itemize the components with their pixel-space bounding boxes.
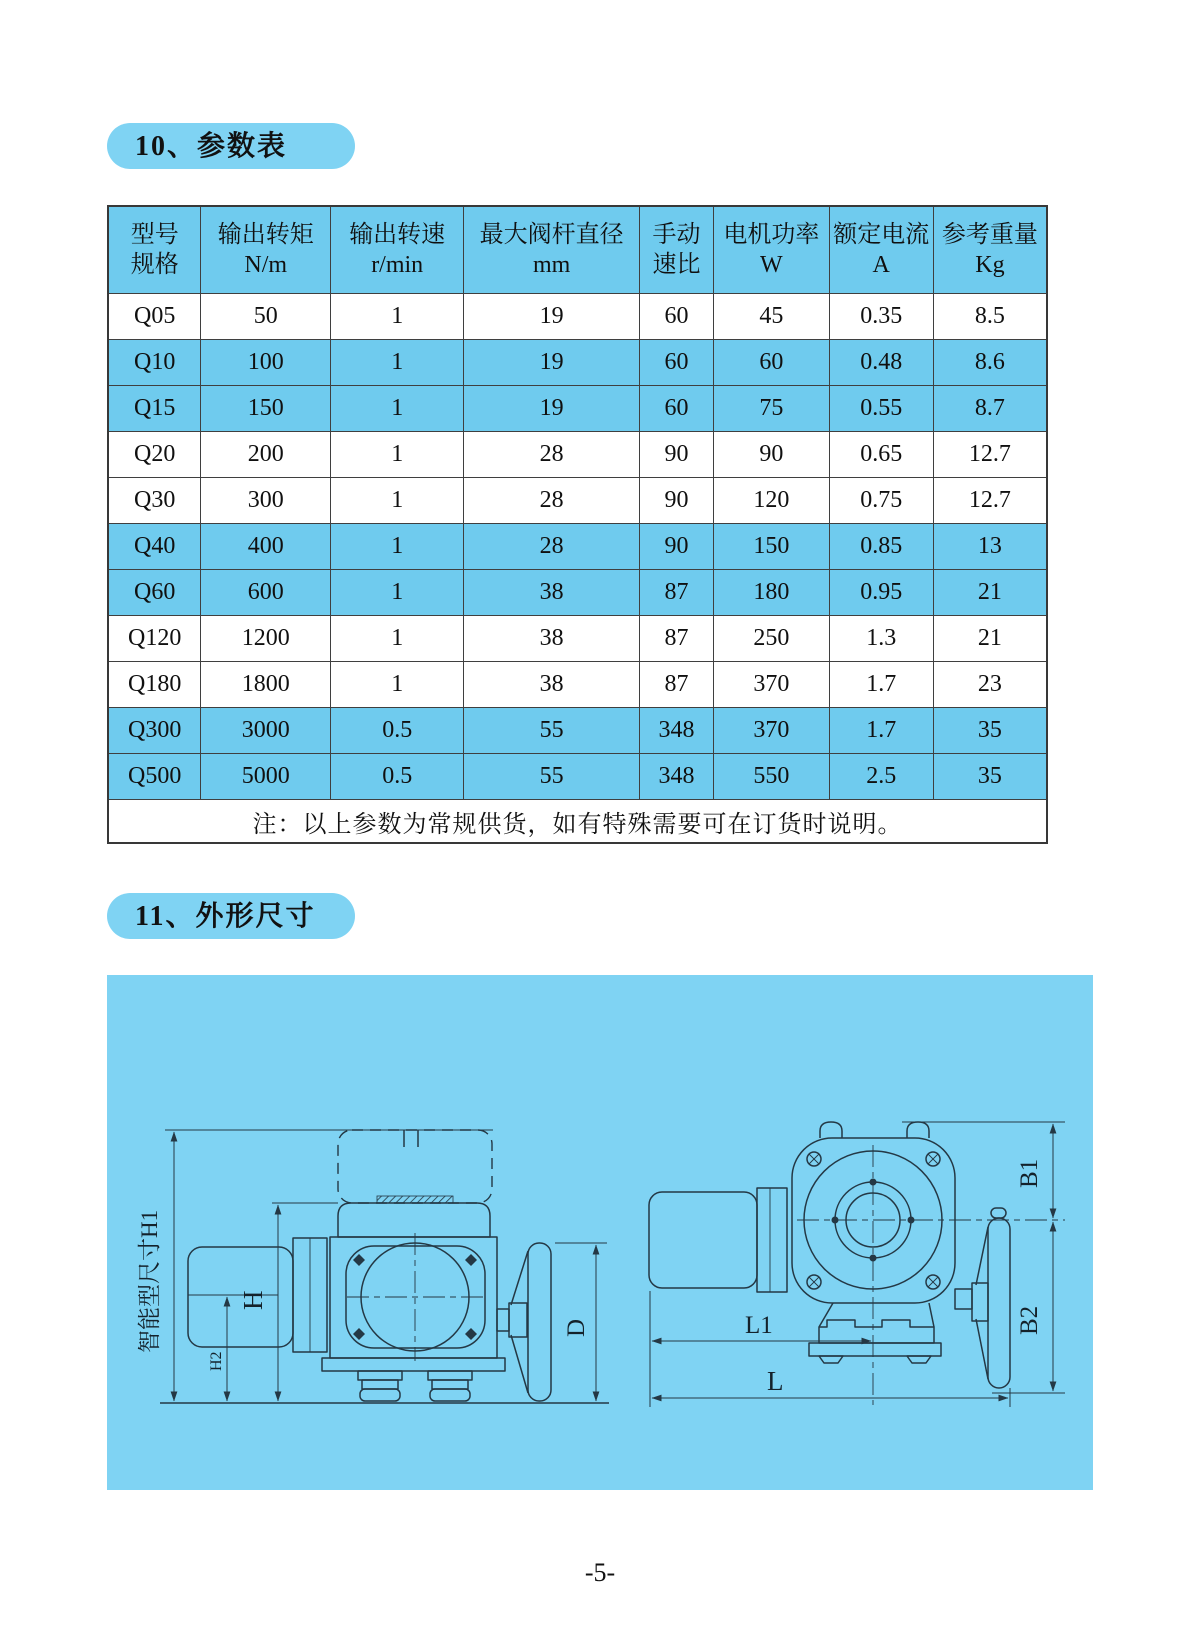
table-cell: 2.5 (829, 754, 933, 800)
table-cell: 0.5 (331, 708, 464, 754)
param-table-header-row (108, 206, 1047, 294)
table-row (108, 386, 1047, 432)
table-cell: 90 (639, 432, 713, 478)
table-cell: Q20 (108, 432, 201, 478)
table-cell: 1 (331, 386, 464, 432)
mounting-bracket (809, 1303, 941, 1363)
table-cell: 28 (464, 524, 640, 570)
table-cell: 1200 (201, 616, 331, 662)
table-cell: Q40 (108, 524, 201, 570)
flange-plate (792, 1138, 955, 1303)
table-cell: 1 (331, 340, 464, 386)
top-cap-right (907, 1122, 929, 1138)
cover-hatch-strip (377, 1196, 453, 1203)
parameter-table (107, 205, 1048, 844)
page-number: -5- (584, 1558, 616, 1587)
table-row (108, 432, 1047, 478)
table-cell: 0.55 (829, 386, 933, 432)
table-cell: 120 (714, 478, 829, 524)
table-cell: 60 (714, 340, 829, 386)
table-row (108, 340, 1047, 386)
column-header: 额定电流 A (829, 206, 933, 294)
table-cell: 19 (464, 386, 640, 432)
actuator-cover (338, 1203, 490, 1237)
table-cell: 1 (331, 524, 464, 570)
table-cell: 0.48 (829, 340, 933, 386)
table-row (108, 708, 1047, 754)
table-cell: 60 (639, 386, 713, 432)
table-cell: Q15 (108, 386, 201, 432)
table-cell: 1 (331, 478, 464, 524)
table-cell: 1 (331, 432, 464, 478)
table-cell: 150 (201, 386, 331, 432)
table-row (108, 616, 1047, 662)
table-cell: 100 (201, 340, 331, 386)
table-cell: Q300 (108, 708, 201, 754)
column-header: 输出转矩 N/m (201, 206, 331, 294)
table-cell: Q120 (108, 616, 201, 662)
table-cell: 0.65 (829, 432, 933, 478)
table-cell: 13 (933, 524, 1047, 570)
table-cell: 150 (714, 524, 829, 570)
table-cell: Q60 (108, 570, 201, 616)
table-cell: 75 (714, 386, 829, 432)
handwheel-front (955, 1208, 1010, 1388)
table-cell: 38 (464, 662, 640, 708)
handwheel-side (497, 1243, 551, 1401)
smart-module-dashed-outline (338, 1130, 492, 1203)
table-cell: 370 (714, 708, 829, 754)
table-cell: 348 (639, 708, 713, 754)
table-cell: 1 (331, 294, 464, 340)
dim-label-l1: L1 (745, 1312, 773, 1339)
dimension-diagram (107, 975, 1093, 1490)
table-cell: 5000 (201, 754, 331, 800)
table-cell: Q05 (108, 294, 201, 340)
table-cell: 35 (933, 754, 1047, 800)
table-row (108, 754, 1047, 800)
table-cell: 0.5 (331, 754, 464, 800)
side-view-drawing (137, 1130, 609, 1403)
flange-bolt-holes (807, 1152, 940, 1289)
table-cell: 21 (933, 616, 1047, 662)
column-header: 最大阀杆直径 mm (464, 206, 640, 294)
front-view-drawing (649, 1122, 1065, 1407)
table-cell: 12.7 (933, 478, 1047, 524)
table-cell: 19 (464, 294, 640, 340)
table-cell: 55 (464, 708, 640, 754)
table-cell: 200 (201, 432, 331, 478)
table-cell: Q180 (108, 662, 201, 708)
table-cell: 90 (639, 524, 713, 570)
table-cell: 60 (639, 340, 713, 386)
dim-label-h2: H2 (208, 1351, 225, 1371)
table-cell: 1.3 (829, 616, 933, 662)
table-note: 注：以上参数为常规供货，如有特殊需要可在订货时说明。 (108, 800, 1047, 844)
table-cell: 600 (201, 570, 331, 616)
dim-label-h: H (238, 1290, 268, 1310)
column-header: 输出转速 r/min (331, 206, 464, 294)
param-table-body (108, 294, 1047, 800)
table-cell: 0.35 (829, 294, 933, 340)
section-10-header: 10、参数表 (107, 123, 355, 169)
column-header: 电机功率 W (714, 206, 829, 294)
table-cell: 550 (714, 754, 829, 800)
table-cell: 90 (714, 432, 829, 478)
table-cell: 1800 (201, 662, 331, 708)
table-cell: 0.85 (829, 524, 933, 570)
table-cell: 1.7 (829, 662, 933, 708)
table-cell: 28 (464, 478, 640, 524)
section-11-header: 11、外形尺寸 (107, 893, 355, 939)
table-cell: 45 (714, 294, 829, 340)
dim-label-h1: 智能型尺寸H1 (137, 1209, 162, 1353)
dim-label-l: L (767, 1366, 784, 1396)
table-cell: 1 (331, 616, 464, 662)
table-cell: 400 (201, 524, 331, 570)
actuator-outline-drawing (107, 975, 1093, 1490)
table-cell: 8.5 (933, 294, 1047, 340)
dim-label-b2: B2 (1016, 1305, 1043, 1335)
note-row (108, 800, 1047, 844)
table-cell: 0.75 (829, 478, 933, 524)
cable-glands (358, 1371, 472, 1401)
table-cell: 12.7 (933, 432, 1047, 478)
column-header: 手动 速比 (639, 206, 713, 294)
table-cell: 35 (933, 708, 1047, 754)
table-cell: Q500 (108, 754, 201, 800)
table-cell: 23 (933, 662, 1047, 708)
table-cell: 19 (464, 340, 640, 386)
table-cell: 55 (464, 754, 640, 800)
table-cell: 370 (714, 662, 829, 708)
table-row (108, 662, 1047, 708)
column-header: 型号 规格 (108, 206, 201, 294)
dim-label-b1: B1 (1016, 1158, 1043, 1188)
motor-front (649, 1192, 757, 1288)
table-cell: 300 (201, 478, 331, 524)
table-cell: 87 (639, 616, 713, 662)
table-row (108, 294, 1047, 340)
table-cell: 38 (464, 616, 640, 662)
table-cell: 250 (714, 616, 829, 662)
table-cell: 348 (639, 754, 713, 800)
top-cap-left (820, 1122, 842, 1138)
table-cell: 1.7 (829, 708, 933, 754)
table-cell: 38 (464, 570, 640, 616)
table-cell: 50 (201, 294, 331, 340)
table-cell: 60 (639, 294, 713, 340)
table-cell: 3000 (201, 708, 331, 754)
table-cell: 1 (331, 570, 464, 616)
dim-label-d: D (563, 1318, 590, 1337)
table-cell: 1 (331, 662, 464, 708)
table-cell: 180 (714, 570, 829, 616)
table-cell: 0.95 (829, 570, 933, 616)
table-row (108, 524, 1047, 570)
table-cell: 21 (933, 570, 1047, 616)
table-cell: Q30 (108, 478, 201, 524)
table-cell: 90 (639, 478, 713, 524)
table-cell: Q10 (108, 340, 201, 386)
column-header: 参考重量 Kg (933, 206, 1047, 294)
table-cell: 87 (639, 662, 713, 708)
parameter-table-container (107, 205, 1048, 844)
table-cell: 8.7 (933, 386, 1047, 432)
table-cell: 87 (639, 570, 713, 616)
table-cell: 8.6 (933, 340, 1047, 386)
table-row (108, 478, 1047, 524)
table-cell: 28 (464, 432, 640, 478)
table-row (108, 570, 1047, 616)
